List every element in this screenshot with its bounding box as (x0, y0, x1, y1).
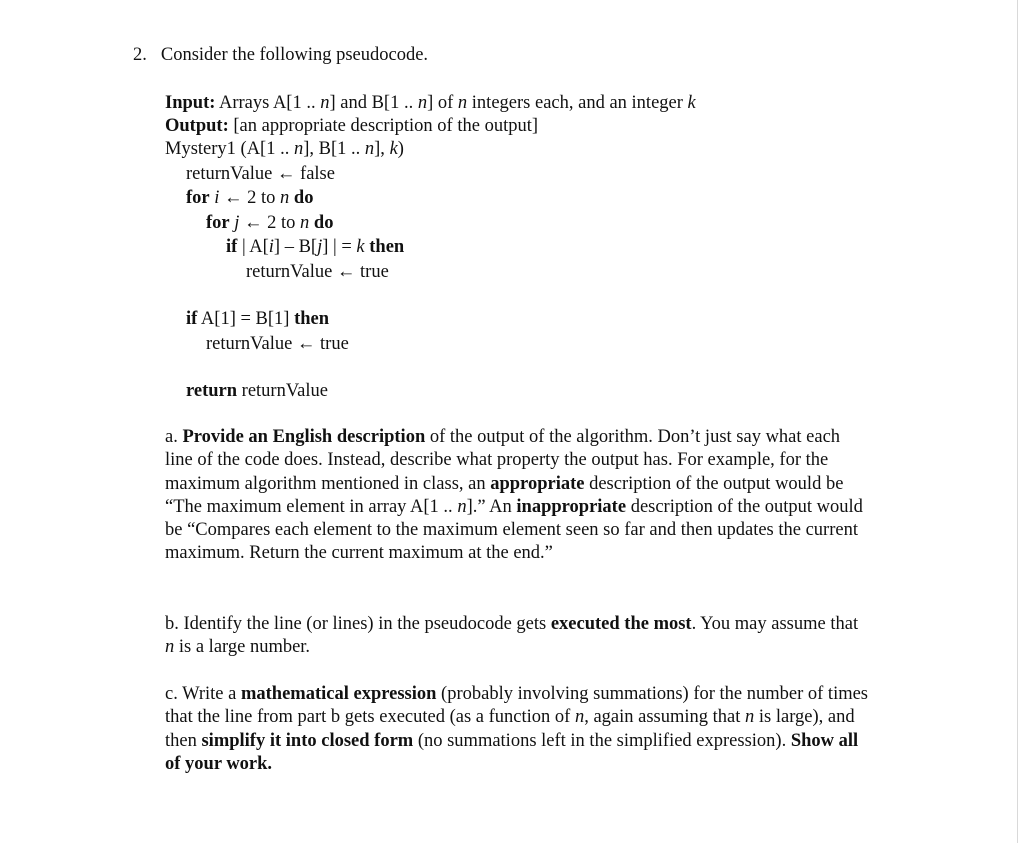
paragraph-text: ].” An (466, 496, 517, 517)
var-j: j (317, 237, 323, 257)
signature-text: ], B[1 .. (303, 139, 365, 159)
emphasis: executed the most (550, 614, 692, 634)
signature-text: ], (374, 139, 390, 159)
part-a-paragraph (165, 426, 870, 566)
paragraph-text: (no summations left in the simplified expression). (413, 730, 791, 751)
paragraph-text: b. Identify the line (or lines) in the pseudocode gets (165, 614, 551, 634)
emphasis: inappropriate (516, 496, 627, 517)
paragraph-text: (probably involving summations) for the number of times that the line from part b gets executed (as a function of (165, 684, 869, 728)
code-line-1: returnValue ← false (186, 164, 335, 184)
keyword-do: do (313, 213, 334, 233)
input-text: integers each, and an integer (467, 93, 688, 113)
keyword-for: for (206, 213, 230, 233)
page-edge (1017, 0, 1018, 843)
code-line-7: returnValue ← true (206, 334, 349, 354)
paragraph-text: is large), and then (165, 707, 855, 751)
paragraph-text: c. Write a (165, 684, 241, 704)
part-a-label: a. (165, 427, 183, 447)
function-signature (165, 138, 404, 160)
code-text: | A[ (237, 237, 269, 257)
paragraph-text: is a large number. (174, 637, 311, 658)
code-line-3 (206, 212, 333, 234)
input-text: ] and B[1 .. (329, 93, 418, 113)
code-text: ] | = (322, 237, 357, 257)
var-n: n (745, 707, 755, 728)
question-number: 2. (133, 45, 147, 65)
var-n: n (417, 93, 428, 113)
part-c-paragraph (165, 683, 870, 776)
var-n: n (457, 496, 467, 517)
emphasis: mathematical expression (240, 684, 437, 704)
emphasis: simplify it into closed form (201, 730, 414, 751)
part-b-paragraph (165, 613, 870, 660)
paragraph-text: description of the output would be “The maximum element in array A[1 .. (165, 473, 844, 517)
code-text: ← 2 to (239, 213, 301, 233)
var-n: n (574, 707, 585, 728)
var-n: n (364, 139, 375, 159)
var-n: n (165, 637, 175, 658)
var-k: k (356, 237, 365, 257)
input-text: ] of (427, 93, 458, 113)
paragraph-text: , again assuming that (584, 707, 746, 728)
code-text: ← 2 to (219, 188, 281, 208)
code-line-4 (226, 236, 404, 258)
code-text: returnValue (237, 381, 328, 401)
output-label: Output: (165, 116, 229, 136)
keyword-if: if (226, 237, 238, 257)
keyword-then: then (294, 309, 330, 329)
code-line-5: returnValue ← true (246, 262, 389, 282)
question-header (133, 44, 428, 66)
input-line (165, 92, 696, 114)
var-n: n (280, 188, 290, 208)
keyword-if: if (186, 309, 198, 329)
var-n: n (300, 213, 310, 233)
keyword-then: then (369, 237, 405, 257)
code-line-6 (186, 308, 329, 330)
emphasis: Show all of your work. (165, 730, 859, 774)
var-n: n (457, 93, 468, 113)
code-line-2 (186, 187, 313, 209)
keyword-for: for (186, 188, 210, 208)
var-k: k (687, 93, 696, 113)
paragraph-text: description of the output would be “Compares each element to the maximum element seen so far and then updates the current maximum. Return the current maximum at the end.” (165, 496, 863, 564)
signature-text: Mystery1 (A[1 .. (165, 139, 294, 159)
input-text: Arrays A[1 .. (219, 93, 321, 113)
var-j: j (234, 213, 240, 233)
question-intro: Consider the following pseudocode. (160, 45, 429, 65)
keyword-do: do (293, 188, 314, 208)
signature-text: ) (397, 139, 404, 159)
code-line-8 (186, 380, 328, 402)
output-line (165, 115, 538, 137)
paragraph-text: of the output of the algorithm. Don’t just say what each line of the code does. Instead, describe what property the output has. For example, for the maximum algorithm mentioned in class, an (165, 427, 841, 494)
code-text: ] – B[ (273, 237, 318, 257)
paragraph-text: . You may assume that (691, 614, 859, 634)
var-n: n (320, 93, 330, 113)
keyword-return: return (186, 381, 238, 401)
emphasis: appropriate (490, 473, 585, 494)
emphasis: Provide an English description (182, 427, 426, 447)
var-k: k (389, 139, 398, 159)
output-text: [an appropriate description of the output] (233, 116, 539, 136)
input-label: Input: (165, 93, 216, 113)
code-text: A[1] = B[1] (197, 309, 295, 329)
var-i: i (214, 188, 220, 208)
var-n: n (293, 139, 304, 159)
var-i: i (268, 237, 274, 257)
